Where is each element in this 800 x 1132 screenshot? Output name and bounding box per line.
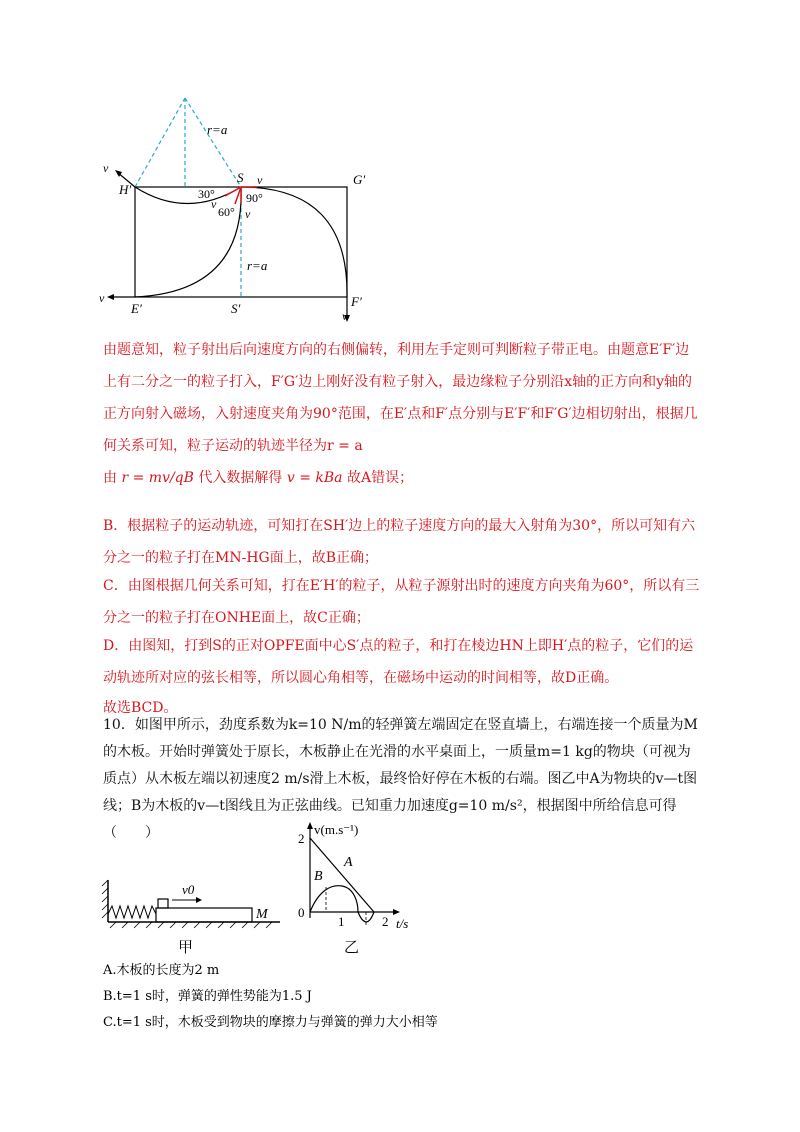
- question-10-stem: 10．如图甲所示，劲度系数为k=10 N/m的轻弹簧左端固定在竖直墙上，右端连接一个质量为M的木板。开始时弹簧处于原长，木板静止在光滑的水平桌面上，一质量m=1 kg的物块（可视为质点）从木板左端以初速度2 m/s滑上木板，最终恰好停在木板的右端。图乙中A为物块的v—t图线；B为木板的v—t图线且为正弦曲线。已知重力加速度g=10 m/s²，根据图中所给信息可得（ ）: [103, 717, 698, 841]
- solution-paragraph-1: 由题意知，粒子射出后向速度方向的右侧偏转，利用左手定则可判断粒子带正电。由题意E′F′边上有二分之一的粒子打入，F′G′边上刚好没有粒子射入，最边缘粒子分别沿x轴的正方向和y轴的正方向射入磁场，入射速度夹角为90°范围，在E′点和F′点分别与E′F′和F′G′边相切射出，根据几何关系可知，粒子运动的轨迹半径为r = a: [103, 342, 698, 454]
- t-axis-label: t/s: [396, 916, 409, 931]
- answer-options: [103, 958, 438, 1036]
- label-G: G′: [353, 172, 366, 187]
- label-v-down: v: [245, 207, 251, 221]
- tick-origin: 0: [298, 905, 305, 920]
- tick-t-1: 1: [338, 914, 345, 929]
- solution-paragraph-2: [103, 462, 703, 494]
- v-axis-label: v(m.s⁻¹): [314, 822, 359, 837]
- label-v-E: v: [99, 291, 105, 305]
- magnetic-field-diagram: [95, 92, 385, 324]
- label-v0: v0: [182, 882, 195, 897]
- solution-answer: 故选BCD。: [103, 700, 178, 716]
- label-A: A: [344, 855, 353, 870]
- label-r-top: r=a: [207, 122, 228, 137]
- tick-t-2: 2: [382, 914, 389, 929]
- label-v-H: v: [103, 161, 109, 175]
- spring-board-and-vt-graph: [100, 818, 430, 958]
- block: [158, 899, 168, 908]
- solution-paragraph-D: D．由图知，打到S的正对OPFE面中心S′点的粒子，和打在棱边HN上即H′点的粒子，它们的运动轨迹所对应的弦长相等，所以圆心角相等，在磁场中运动的时间相等，故D正确。: [103, 638, 694, 686]
- angle-90: 90°: [246, 191, 263, 205]
- label-v-left: v: [211, 197, 217, 211]
- spring: [108, 906, 156, 918]
- label-B: B: [314, 869, 323, 884]
- option-B[interactable]: B.t=1 s时，弹簧的弹性势能为1.5 J: [103, 989, 312, 1004]
- label-r-mid: r=a: [247, 258, 268, 273]
- label-S-prime: S′: [231, 301, 241, 316]
- p2-formula: r = mv/qB: [121, 470, 194, 486]
- p2-suffix: 故A错误；: [346, 470, 414, 486]
- option-C[interactable]: C.t=1 s时，木板受到物块的摩擦力与弹簧的弹力大小相等: [103, 1015, 438, 1030]
- angle-60: 60°: [218, 205, 235, 219]
- p2-prefix: 由: [103, 470, 117, 486]
- table-hatching: [110, 922, 272, 928]
- option-A[interactable]: A.木板的长度为2 m: [103, 963, 220, 978]
- radius-line-right: [185, 98, 241, 187]
- label-S: S: [237, 170, 244, 185]
- radius-line-left: [135, 98, 185, 187]
- label-v-S: v: [257, 173, 263, 187]
- solution-paragraph-C: C．由图根据几何关系可知，打在E′H′的粒子，从粒子源射出时的速度方向夹角为60°，所以有三分之一的粒子打在ONHE面上，故C正确；: [103, 578, 700, 626]
- p2-result: v = kBa: [286, 470, 343, 486]
- label-F: F′: [351, 294, 362, 309]
- label-yi: 乙: [344, 938, 360, 956]
- label-E: E′: [131, 301, 142, 316]
- label-H: H′: [119, 182, 132, 197]
- p2-middle: 代入数据解得: [198, 470, 283, 486]
- wall-hatching: [102, 880, 108, 918]
- label-jia: 甲: [178, 938, 194, 956]
- solution-paragraph-B: B．根据粒子的运动轨迹，可知打在SH′边上的粒子速度方向的最大入射角为30°，所以可知有六分之一的粒子打在MN-HG面上，故B正确；: [103, 518, 696, 566]
- label-v-F: v: [342, 309, 348, 323]
- label-M: M: [256, 907, 268, 922]
- board: [156, 908, 252, 922]
- tick-v-2: 2: [298, 831, 305, 846]
- angle-30: 30°: [198, 187, 215, 201]
